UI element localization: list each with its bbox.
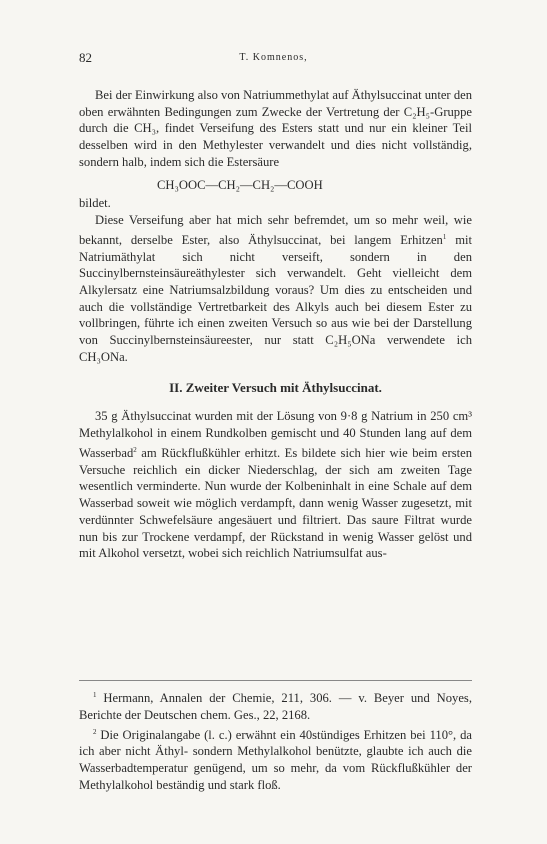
footnote-1-mark: 1 [93, 691, 97, 699]
bildet-line: bildet. [79, 196, 111, 211]
paragraph-3 [79, 408, 472, 562]
footnote-ref-2: 2 [133, 445, 137, 454]
page-number: 82 [79, 50, 92, 65]
paragraph-2 [79, 212, 472, 366]
footnote-2 [79, 724, 472, 794]
paragraph-3-text-b: am Rückflußkühler erhitzt. Es bildete sich hier wie beim ersten Versuche reichlich ein dicker Niederschlag, der sich am zweiten Tage wesentlich verminderte. Nun wurde der Kolbeninhalt in eine Schale auf dem Wasserbad soweit wie möglich verdampft, dann wenig Wasser zugesetzt, mit verdünnter Schwefelsäure angesäuert und filtriert. Das saure Filtrat wurde nun bis zur Trockene verdampf, der Rückstand in wenig Wasser gelöst und mit Alkohol versetzt, wobei sich reichlich Natriumsulfat aus- [79, 446, 472, 561]
footnote-1-text: Hermann, Annalen der Chemie, 211, 306. — v. Beyer und Noyes, Berichte der Deutschen chem. Ges., 22, 2168. [79, 691, 472, 722]
footnote-rule [79, 680, 472, 681]
section-heading: II. Zweiter Versuch mit Äthylsuccinat. [169, 380, 382, 396]
footnote-2-mark: 2 [93, 727, 97, 736]
chemical-formula: CH₃OOC—CH₂—CH₂—COOH [157, 177, 323, 192]
page-header [0, 50, 547, 70]
footnote-2-text: Die Originalangabe (l. c.) erwähnt ein 40stündiges Erhitzen bei 110°, da ich aber nicht Äthyl- sondern Methylalkohol benützte, glaubte ich auch die Wasserbadtemperatur genügend, um so mehr, da vom Rückflußkühler der Methylalkohol beständig und stark floß. [79, 727, 472, 792]
paragraph-3-text-a: 35 g Äthylsuccinat wurden mit der Lösung von 9·8 g Natrium in 250 cm³ Methylalkohol in einem Rundkolben gemischt und 40 Stunden lang auf dem Wasserbad [79, 409, 472, 461]
footnotes [79, 687, 472, 794]
paragraph-2-text-a: Diese Verseifung aber hat mich sehr befremdet, um so mehr weil, wie bekannt, derselbe Ester, also Äthylsuccinat, bei langem Erhitzen [79, 212, 472, 247]
footnote-ref-1: 1 [442, 232, 447, 241]
running-head: T. Komnenos, [239, 52, 308, 63]
main-text [79, 87, 472, 562]
paragraph-1: Bei der Einwirkung also von Natriummethylat auf Äthylsuccinat unter den oben erwähnten Bedingungen zum Zwecke der Vertretung der C₂H₅-Gruppe durch die CH₃, findet Verseifung des Esters statt und nur ein kleiner Teil desselben wird in den Methylester verwandelt und dies nicht vollständig, sondern halb, indem sich die Estersäure [79, 88, 472, 169]
paragraph-2-text-b: mit Natriumäthylat sich nicht verseift, sondern in den Succinylbernsteinsäureäthylester sich verwandelt. Geht vielleicht dem Alkylersatz eine Natriumsalzbildung voraus? Um dies zu entscheiden und auch die vollständige Vertretbarkeit des Alkyls auch bei diesem Ester zu vollbringen, führte ich einen zweiten Versuch so aus wie bei der Darstellung von Succinylbernsteinsäureester, nur statt C₂H₅ONa verwendete ich CH₃ONa. [79, 232, 472, 364]
footnote-1 [79, 687, 472, 724]
